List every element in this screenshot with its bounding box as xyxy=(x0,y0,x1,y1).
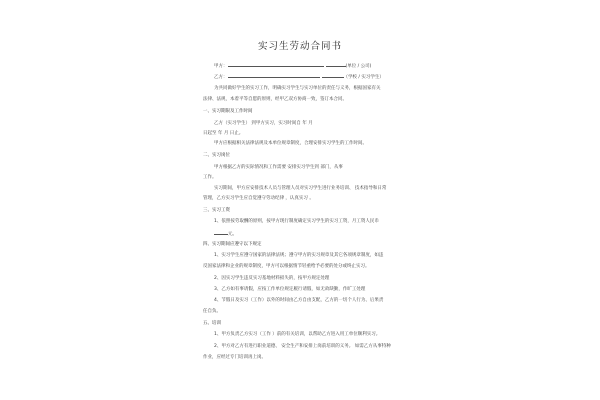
intro-line-1: 为共同做好学生的实习工作，明确实习学生与实习单位的责任与义务，根据国家有关 xyxy=(214,86,381,91)
section-5-heading: 五、培训 xyxy=(203,321,221,326)
section-5-line: 2、甲方对乙方有进行职业道德、 安全生产和安排上岗前培训的义务。 如需乙方从事特种 xyxy=(214,344,391,349)
section-3-line xyxy=(214,230,237,238)
party-b-blank-2 xyxy=(322,73,344,78)
document-title: 实习生劳动合同书 xyxy=(257,41,342,52)
section-2-heading: 二、实习岗位 xyxy=(203,153,230,158)
section-3-line: 1、依照按劳取酬的原则，按甲方现行制度确定实习学生的实习工资，月工资人民币 xyxy=(214,219,379,224)
section-4-line: 2、因实习学生违反实习基地材料损失的，按甲方规定处理 xyxy=(214,276,330,281)
section-1-line: 乙方（实习学生） 到甲方实习，实习时间自 年 月 xyxy=(214,121,313,126)
wage-blank xyxy=(214,230,228,235)
section-4-line: 任自负。 xyxy=(203,309,221,314)
section-3-heading: 三、实习工资 xyxy=(203,208,230,213)
party-a-label: 甲方： xyxy=(214,64,228,69)
party-b-label: 乙方： xyxy=(214,75,228,80)
section-4-line: 反国家法律和企业的规章制度，甲方可以根据情节轻重给予必要的处分或终止实习。 xyxy=(203,264,370,269)
party-a-line xyxy=(214,62,371,70)
section-4-line: 4、节假日及实习（工作）以外的时间由乙方自由支配，乙方的一切个人行为、后果责 xyxy=(214,298,384,303)
section-2-line: 实习期间，甲方应安排技术人员与管理人员对实习学生进行业务培训、 技术指导和日常 xyxy=(214,186,387,191)
section-1-line: 甲方应根据相关法律法规及本单位规章制度，合理安排实习学生的工作时间。 xyxy=(214,141,367,146)
intro-line-2: 法律、法规，本着平等自愿的原则，经甲乙双方协商一致，签订本合同。 xyxy=(203,97,347,102)
section-5-line: 作业，应经过专门培训再上岗。 xyxy=(203,355,266,360)
section-2-line: 管理，乙方实习学生应自觉遵守劳动纪律 ，认真实习 。 xyxy=(203,196,314,201)
section-1-line: 日起至 年 月 日止。 xyxy=(203,131,244,136)
section-4-heading: 四、实习期间应遵守以下规定 xyxy=(203,242,262,247)
section-2-line: 工作。 xyxy=(203,175,217,180)
party-b-line xyxy=(214,73,384,81)
wage-unit: 元。 xyxy=(228,232,237,237)
party-a-blank xyxy=(228,62,324,67)
party-b-blank xyxy=(228,73,320,78)
section-4-line: 3、乙方如有事请假，应按工作单位规定履行请假，如无故缺勤，作旷工处理 xyxy=(214,287,366,292)
section-2-line: 甲方根据乙方的实际情况和工作需要 安排实习学生到 部门，从事 xyxy=(214,165,343,170)
party-a-blank-2 xyxy=(326,62,346,67)
section-5-line: 1、甲方负责乙方实习（工作 ）前的有关培训，以帮助乙方进入用工单位顺利实习。 xyxy=(214,332,381,337)
party-a-suffix: (单位 / 公司) xyxy=(345,64,372,69)
section-1-heading: 一、实习期限及工作时间 xyxy=(203,109,253,114)
party-b-suffix: （学校 / 实习学生） xyxy=(343,75,384,80)
section-4-line: 1、实习学生应遵守国家的法律法规；遵守甲方的实习规章及其它各项规章制度，如违 xyxy=(214,253,384,258)
